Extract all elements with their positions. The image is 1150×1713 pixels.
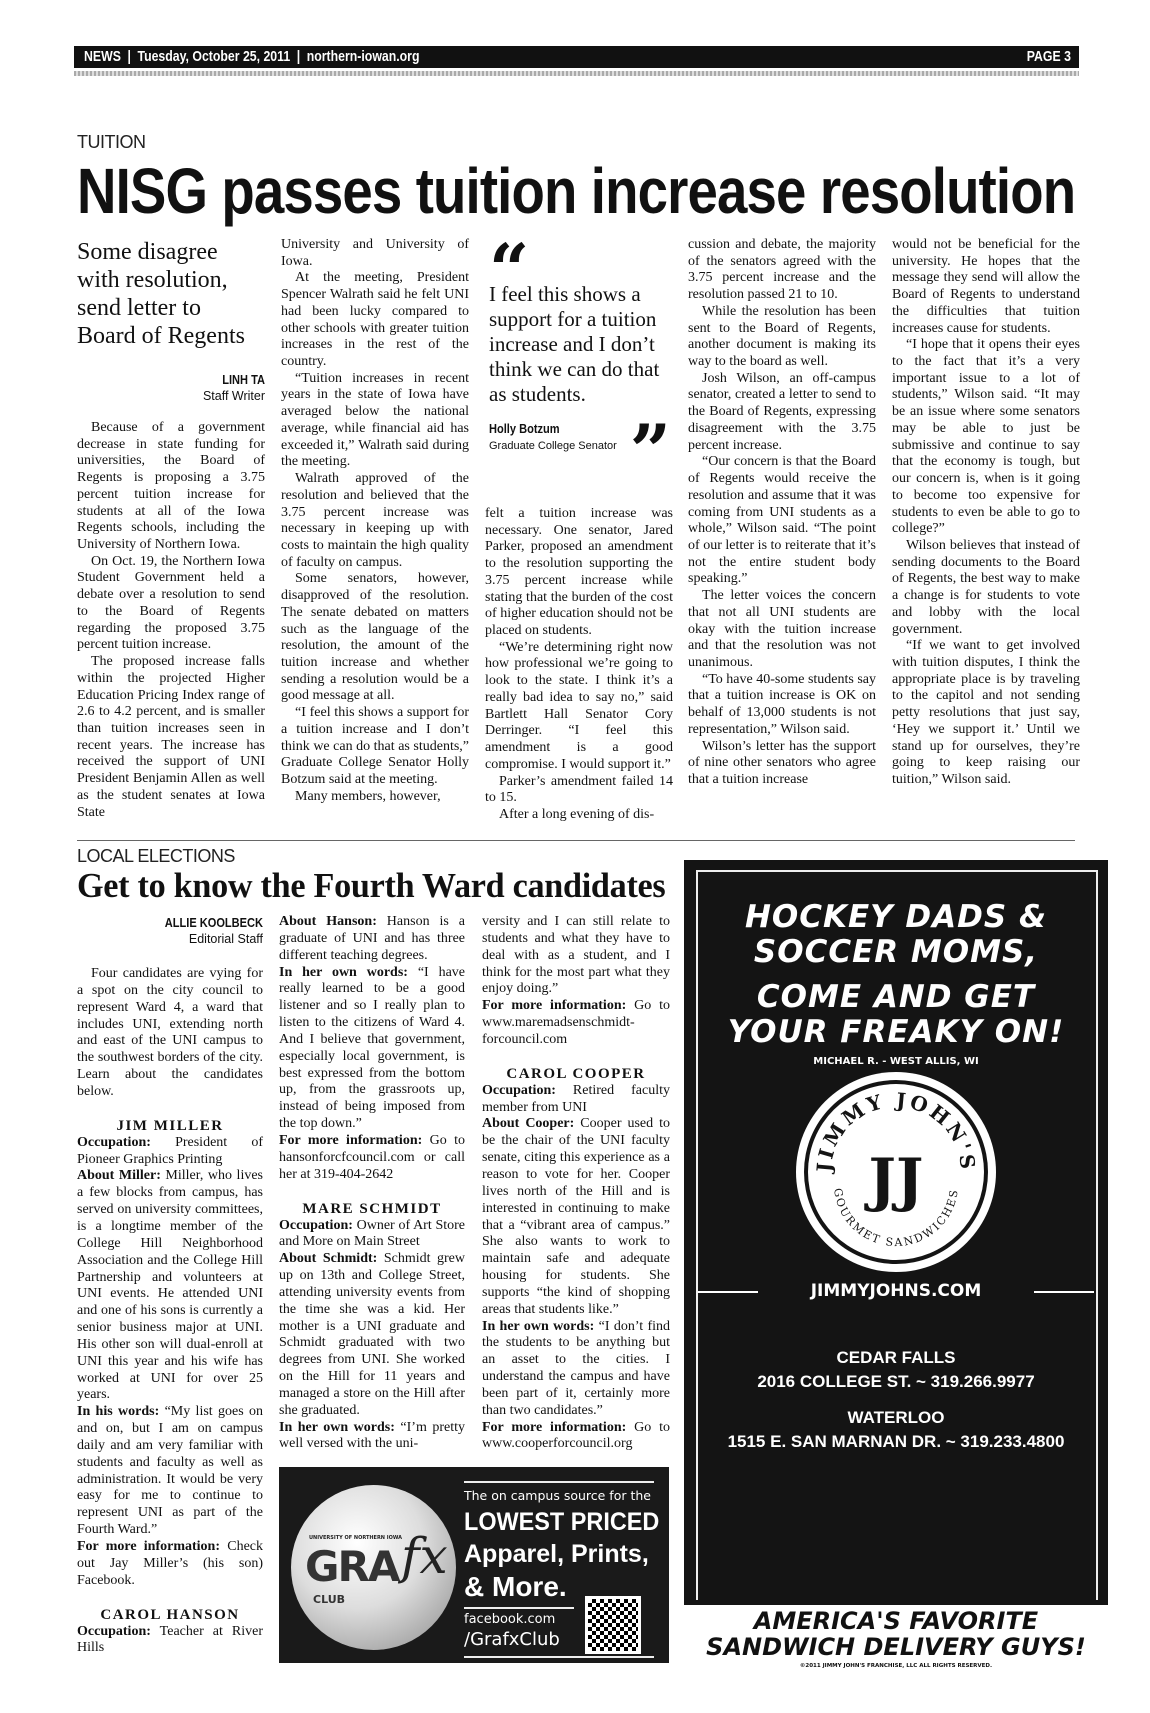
byline-title: Editorial Staff: [188, 932, 263, 946]
paragraph: [77, 1135, 263, 1169]
paragraph: Some senators, however, disapproved of the resolution. The senate debated on matters such as the language of the resolution, the amount of the tuition increase and whether sending a resolution would be a good message at all.: [281, 571, 469, 704]
field-label: For more information:: [482, 998, 627, 1014]
field-text: “I don’t find the students to be anything but an asset to the cities. I understand the campus and have been part of it, certainly more than two candidates.”: [482, 1318, 671, 1418]
grafx-line3: & More.: [464, 1571, 567, 1602]
paragraph: [77, 1404, 263, 1539]
paragraph: After a long evening of dis-: [499, 806, 655, 822]
byline-title: Staff Writer: [202, 389, 265, 403]
field-label: About Miller:: [77, 1168, 161, 1184]
grafx-intro: The on campus source for the: [464, 1488, 651, 1503]
candidate-name: CAROL COOPER: [506, 1065, 646, 1082]
paragraph: Wilson believes that instead of sending documents to the Board of Regents, the best way to make a change is for students to vote and lobby with the local government.: [892, 537, 1080, 637]
paragraph: [279, 914, 465, 965]
field-text: Check out Jay Miller’s (his son) Facebook.: [77, 1539, 263, 1588]
site-link[interactable]: northern-iowan.org: [306, 48, 420, 65]
elections-headline: Get to know the Fourth Ward candidates: [77, 866, 666, 905]
ad-tagline-2: SANDWICH DELIVERY GUYS!: [706, 1633, 1086, 1661]
field-text: “My list goes on and on, but I am on campus daily and am very familiar with students and faculty as well as administration. It would be very easy for me to continue to represent UNI as part of the Fourth Ward.”: [77, 1404, 263, 1538]
logo-bottom-text: GOURMET SANDWICHES: [830, 1187, 961, 1250]
ad-copyright: ©2011 JIMMY JOHN'S FRANCHISE, LLC ALL RIGHTS RESERVED.: [799, 1663, 993, 1669]
location-address: 2016 COLLEGE ST. ~ 319.266.9977: [757, 1372, 1035, 1391]
elections-column-2: [279, 914, 465, 1453]
tuition-column-2: [281, 237, 469, 805]
location-city: CEDAR FALLS: [836, 1348, 956, 1367]
location-address: 1515 E. SAN MARNAN DR. ~ 319.233.4800: [727, 1432, 1065, 1451]
paragraph: The proposed increase falls within the projected Higher Education Pricing Index range of 2.6 to 4.2 percent, and is smaller than tuition increases seen in recent years. The increase has received the support of UNI President Benjamin Allen as well as the student senates at Iowa State: [77, 654, 265, 820]
paragraph: [482, 1319, 670, 1420]
pull-quote-attribution: [489, 421, 671, 467]
tuition-column-4: [688, 237, 876, 789]
paragraph: versity and I can still relate to students and what they have to deal with as a student, and I think for the most part what they enjoy doing.”: [482, 914, 670, 997]
elections-byline-block: [77, 915, 263, 948]
field-text: “I have really learned to be a good listener and so I really plan to listen to the citizens of Ward 4. And I believe that government, especially local government, is best expressed from the bottom up, from the grassroots up, instead of being imposed from the top down.”: [279, 964, 465, 1132]
pull-quote: [489, 240, 671, 467]
field-text: Miller, who lives a few blocks from campus, has served on university committees, is a longtime member of the College Hill Neighborhood Association and the College Hill Partnership and volunteers at UNI events. He attended UNI and one of his sons is currently a senior business major at UNI. His other son will dual-enroll at UNI this year and his wife has worked at UNI for over 25 years.: [77, 1168, 263, 1403]
issue-date: Tuesday, October 25, 2011: [137, 48, 291, 65]
field-label: For more information:: [77, 1539, 221, 1554]
field-text: Go to hansonforcfcouncil.com or call her at 319-404-2642: [279, 1132, 465, 1182]
tuition-byline: [77, 372, 265, 405]
byline-name: LINH TA: [222, 372, 265, 387]
logo-top-text: JIMMY JOHN'S: [811, 1087, 981, 1174]
pull-quote-name: Holly Botzum: [489, 421, 560, 436]
elections-kicker: LOCAL ELECTIONS: [77, 846, 235, 866]
field-text: Teacher at River Hills: [77, 1623, 263, 1656]
field-label: Occupation:: [77, 1623, 151, 1639]
elections-column-3: [482, 914, 670, 1453]
paragraph: At the meeting, President Spencer Walrath said he felt UNI had been lucky compared to other schools with greater tuition increases in the rest of the country.: [281, 270, 469, 370]
field-label: About Hanson:: [279, 914, 377, 929]
grafx-line2: Apparel, Prints,: [464, 1540, 649, 1568]
field-label: In her own words:: [279, 964, 408, 980]
pull-quote-source: [489, 421, 617, 454]
grafx-facebook-1[interactable]: facebook.com: [464, 1612, 556, 1627]
field-text: Schmidt grew up on 13th and College Street, attending university events from the time she was a kid. Her mother is a UNI graduate and Schmidt graduated with two degrees from UNI. She worked on the Hill for 11 years and managed a store on the Hill after she graduated.: [279, 1251, 465, 1418]
paragraph: [279, 1251, 465, 1419]
grafx-logo: [291, 1485, 456, 1650]
logo-mark: JJ: [868, 1146, 924, 1214]
paragraph: [482, 998, 670, 1049]
logo-fx: fx: [401, 1527, 448, 1585]
masthead-bar: NEWS | Tuesday, October 25, 2011 | northern-iowan.org PAGE 3: [74, 46, 1079, 68]
field-text: Go to www.cooperforcouncil.org: [482, 1419, 670, 1452]
candidate-name: CAROL HANSON: [100, 1606, 240, 1623]
ad-website[interactable]: JIMMYJOHNS.COM: [810, 1281, 982, 1301]
field-label: Occupation:: [482, 1082, 556, 1098]
candidate-name: JIM MILLER: [116, 1117, 224, 1134]
jimmy-johns-logo: [796, 1072, 996, 1272]
ad-headline-4: YOUR FREAKY ON!: [727, 1014, 1065, 1050]
paragraph: Four candidates are vying for a spot on the city council to represent Ward 4, a ward that includes UNI, extending north and east of the UNI campus to the southwest borders of the city. Learn about the candidates below.: [77, 966, 263, 1099]
paragraph: [279, 965, 465, 1133]
paragraph: “We’re determining right now how professional we’re going to look to the state. I think it’s a really bad idea to say no,” said Bartlett Hall Senator Cory Derringer. “I feel this amendment is a good compromise. I would support it.”: [485, 639, 673, 772]
field-text: Go to www.maremadsenschmidt-forcouncil.com: [482, 998, 670, 1047]
paragraph: University and University of Iowa.: [281, 237, 469, 269]
field-label: For more information:: [279, 1132, 423, 1148]
paragraph: would not be beneficial for the university. He hopes that the message they send will allow the Board of Regents to understand the difficulties that tuition increases cause for students.: [892, 237, 1080, 336]
paragraph: Josh Wilson, an off-campus senator, created a letter to send to the Board of Regents, expressing disagreement with the 3.75 percent increase.: [688, 370, 876, 453]
ad-attribution: MICHAEL R. - WEST ALLIS, WI: [813, 1056, 979, 1067]
paragraph: Many members, however,: [295, 788, 441, 804]
paragraph: [77, 1539, 263, 1590]
field-label: About Schmidt:: [279, 1251, 378, 1267]
paragraph: Parker’s amendment failed 14 to 15.: [485, 773, 673, 806]
field-label: About Cooper:: [482, 1116, 575, 1132]
open-quote-icon: “: [489, 240, 530, 282]
paragraph: [77, 1624, 263, 1658]
field-label: For more information:: [482, 1419, 627, 1435]
paragraph: While the resolution has been sent to the Board of Regents, another document is making its way to the board as well.: [688, 303, 876, 370]
tuition-headline: NISG passes tuition increase resolution: [77, 155, 1076, 227]
pull-quote-title: Graduate College Senator: [489, 440, 617, 452]
jimmy-johns-ad[interactable]: [684, 860, 1108, 1669]
ad-tagline: [684, 1608, 1108, 1660]
ad-headline-1: HOCKEY DADS &: [744, 899, 1048, 935]
paragraph: Walrath approved of the resolution and believed that the 3.75 percent increase was necessary in keeping up with costs to maintain the high quality of faculty on campus.: [281, 471, 469, 570]
elections-byline: [77, 915, 263, 948]
field-text: Retired faculty member from UNI: [482, 1082, 670, 1115]
field-label: Occupation:: [77, 1134, 151, 1150]
paragraph: “To have 40-some students say that a tuition increase is OK on behalf of 13,000 students is not representation,” Wilson said.: [688, 671, 876, 737]
pull-quote-text: I feel this shows a support for a tuition increase and I don’t think we can do that as students.: [489, 282, 660, 406]
paragraph: [77, 1168, 263, 1404]
tuition-dek-block: [77, 238, 265, 405]
tuition-column-1: [77, 420, 265, 821]
field-text: “I’m pretty well versed with the uni-: [279, 1419, 466, 1452]
paragraph: “If we want to get involved with tuition disputes, I think the appropriate place is by traveling to the capitol and not sending petty resolutions that just say, ‘Hey we support it.’ Until we stand up for ourselves, they’re going to keep raising our tuition,” Wilson said.: [892, 638, 1080, 787]
tuition-column-3: [485, 506, 673, 824]
field-text: President of Pioneer Graphics Printing: [77, 1134, 263, 1167]
ad-rule: [464, 1656, 654, 1658]
paragraph: cussion and debate, the majority of the senators agreed with the 3.75 percent increase and the resolution passed 21 to 10.: [688, 237, 876, 303]
close-quote-icon: ”: [629, 421, 671, 467]
section-divider: [77, 840, 1075, 841]
logo-university: UNIVERSITY OF NORTHERN IOWA: [309, 1535, 402, 1541]
paragraph: [279, 1218, 465, 1252]
paragraph: [482, 1083, 670, 1117]
paragraph: “Our concern is that the Board of Regents would receive the resolution and assume that it was coming from UNI students as a whole,” Wilson said. “The point of our letter is to reiterate that it’s not the entire student body speaking.”: [688, 454, 876, 587]
paragraph: “I feel this shows a support for a tuition increase and I don’t think we can do that as students,” Graduate College Senator Holly Botzum said at the meeting.: [281, 705, 469, 787]
grafx-facebook-2[interactable]: /GrafxClub: [464, 1629, 560, 1650]
elections-column-1: [77, 966, 263, 1657]
field-label: Occupation:: [279, 1217, 353, 1233]
section-label: NEWS: [84, 48, 121, 65]
byline-name: ALLIE KOOLBECK: [164, 915, 263, 930]
ad-tagline-1: AMERICA'S FAVORITE: [753, 1607, 1039, 1635]
field-text: Cooper used to be the chair of the UNI faculty senate, citing this experience as a reason to vote for her. Cooper lives north of the Hill and is interested in continuing to make that a “vibrant area of campus.” She also wants to work to maintain safe and adequate housing for students. She supports “the kind of shopping areas that students like.”: [482, 1116, 671, 1317]
paragraph: [482, 1116, 670, 1318]
logo-gra: GRA: [305, 1542, 399, 1591]
paragraph: [279, 1133, 465, 1184]
ad-rule: [464, 1481, 654, 1483]
paragraph: On Oct. 19, the Northern Iowa Student Government held a debate over a resolution to send to the Board of Regents regarding the proposed 3.75 percent tuition increase.: [77, 553, 265, 653]
masthead-divider: [74, 71, 1079, 76]
paragraph: [279, 1420, 465, 1454]
ad-rule: [464, 1607, 574, 1609]
paragraph: “I hope that it opens their eyes to the fact that it’s a very important issue to a lot of students,” Wilson said. “It may be an issue where some senators may be able to just be submissive and continue to say that the economy is tough, but our concern is, when is it going to become too expensive for students to even be able to go to college?”: [892, 337, 1080, 537]
field-text: Hanson is a graduate of UNI and has three different teaching degrees.: [279, 914, 465, 963]
tuition-column-5: [892, 237, 1080, 789]
paragraph: felt a tuition increase was necessary. One senator, Jared Parker, proposed an amendment to the resolution supporting the 3.75 percent increase while stating that the burden of the cost of higher education should not be placed on students.: [485, 506, 673, 639]
paragraph: “Tuition increases in recent years in the state of Iowa have averaged below the national average, while financial aid has exceeded it,” Walrath said during the meeting.: [281, 370, 469, 470]
paragraph: Because of a government decrease in state funding for universities, the Board of Regents is proposing a 3.75 percent tuition increase for students at all of the Iowa Regents schools, including the University of Northern Iowa.: [77, 420, 265, 553]
paragraph: Wilson’s letter has the support of nine other senators who agree that a tuition increase: [688, 738, 876, 787]
qr-code[interactable]: [585, 1596, 641, 1654]
paragraph: [482, 1420, 670, 1454]
field-label: In his words:: [77, 1404, 160, 1420]
tuition-dek: Some disagree with resolution, send letter to Board of Regents: [77, 239, 245, 349]
grafx-club-ad[interactable]: [279, 1467, 669, 1663]
logo-club: CLUB: [313, 1593, 346, 1606]
tuition-kicker: TUITION: [77, 132, 146, 152]
grafx-line1: LOWEST PRICED: [464, 1508, 660, 1536]
ad-headline-2: SOCCER MOMS,: [753, 934, 1039, 970]
candidate-name: MARE SCHMIDT: [302, 1200, 442, 1217]
field-label: In her own words:: [279, 1419, 395, 1435]
ad-headline-3: COME AND GET: [756, 979, 1036, 1015]
page-number: PAGE 3: [1026, 48, 1071, 65]
location-city: WATERLOO: [847, 1408, 945, 1427]
field-label: In her own words:: [482, 1318, 595, 1334]
field-text: Owner of Art Store and More on Main Street: [279, 1217, 466, 1250]
paragraph: The letter voices the concern that not all UNI students are okay with the tuition increase and that the resolution was not unanimous.: [688, 588, 876, 670]
